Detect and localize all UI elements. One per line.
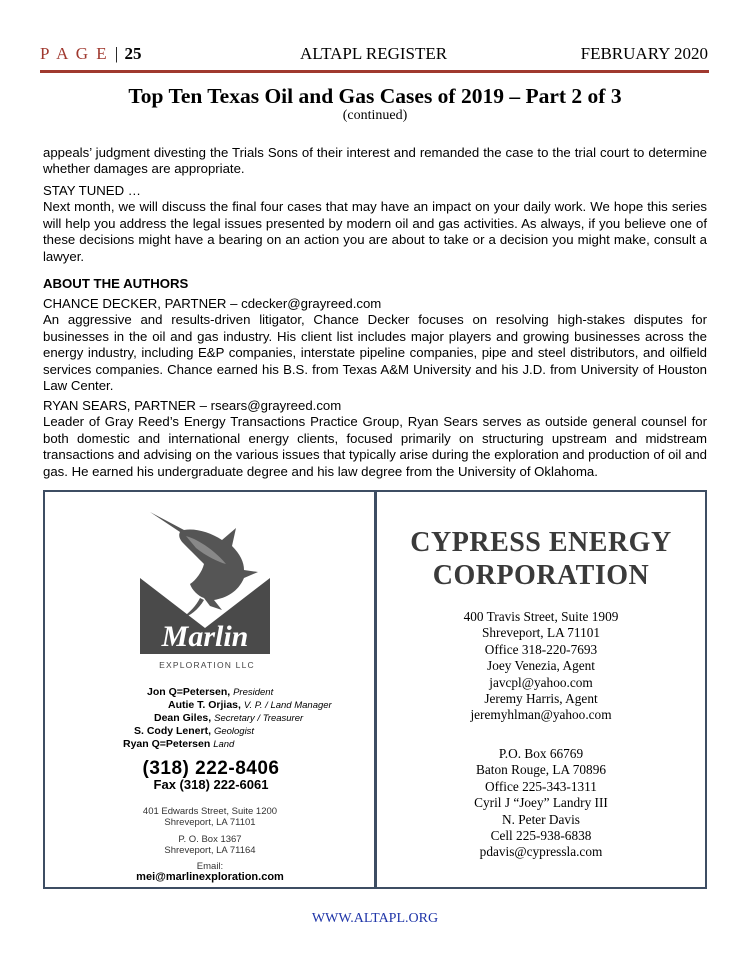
footer-website-link[interactable]: WWW.ALTAPL.ORG [311, 911, 439, 926]
header-rule [40, 70, 709, 73]
marlin-logo-text: Marlin [161, 620, 249, 653]
marlin-fax: Fax (318) 222-6061 [153, 777, 269, 792]
paragraph-1-text: appeals’ judgment divesting the Trials Sons of their interest and remanded the case to the trial court to determine whether damages are appropriate. [43, 145, 707, 177]
stay-tuned-section [43, 183, 707, 265]
cypress-line: Cell 225-938-6838 [490, 828, 592, 844]
marlin-company-sub: EXPLORATION LLC [159, 660, 255, 670]
issue-date: FEBRUARY 2020 [580, 44, 708, 63]
article-subtitle: (continued) [342, 108, 408, 123]
staff-role: Land [213, 739, 235, 750]
marlin-street-address [110, 806, 310, 828]
staff-name: Jon Q=Petersen, [147, 686, 231, 698]
cypress-line: Office 225-343-1311 [485, 778, 597, 794]
staff-role: Geologist [213, 726, 255, 737]
cypress-line: Shreveport, LA 71101 [481, 625, 601, 641]
address-line: 401 Edwards Street, Suite 1200 [142, 806, 278, 817]
cypress-line: pdavis@cypressla.com [479, 844, 603, 860]
marlin-staff-row [147, 686, 273, 700]
paragraph-1 [43, 145, 707, 178]
marlin-po-address [110, 834, 310, 856]
page-label-text: P A G E [40, 44, 109, 63]
address-line: Shreveport, LA 71164 [164, 845, 256, 856]
marlin-email-label: Email: [196, 861, 224, 872]
staff-role: President [233, 687, 274, 698]
marlin-staff-row [134, 725, 254, 739]
author-1-bio: An aggressive and results-driven litigator, Chance Decker focuses on resolving high-stakes disputes for businesses in the oil and gas industry. His client list includes major players and growing businesses across the energy industry, including E&P companies, interstate pipeline companies, pipe and steel distributors, and oilfield services companies. Chance earned his B.S. from Texas A&M University and his J.D. from University of Houston Law Center. [43, 312, 707, 394]
cypress-line: javcpl@yahoo.com [489, 674, 593, 690]
author-2-heading: RYAN SEARS, PARTNER – rsears@grayreed.com [43, 398, 342, 413]
marlin-logo [140, 506, 270, 656]
address-line: Shreveport, LA 71101 [164, 817, 256, 828]
advertisement-divider [374, 490, 377, 889]
stay-tuned-heading: STAY TUNED … [43, 183, 141, 198]
staff-name: Dean Giles, [154, 712, 212, 724]
staff-name: Ryan Q=Petersen [123, 738, 211, 750]
page-number: 25 [124, 44, 142, 63]
author-1-section [43, 296, 707, 394]
staff-name: S. Cody Lenert, [134, 725, 212, 737]
page-separator: | [114, 44, 119, 63]
marlin-phone: (318) 222-8406 [142, 758, 280, 779]
cypress-name-line-2: CORPORATION [432, 560, 650, 591]
staff-role: V. P. / Land Manager [243, 700, 332, 711]
page-label [40, 44, 142, 64]
about-authors-heading: ABOUT THE AUTHORS [43, 276, 189, 291]
cypress-line: jeremyhlman@yahoo.com [470, 707, 612, 723]
cypress-line: Cyril J “Joey” Landry III [474, 795, 608, 811]
cypress-line: Baton Rouge, LA 70896 [475, 762, 606, 778]
marlin-staff-row [154, 712, 303, 726]
publication-name: ALTAPL REGISTER [300, 44, 448, 63]
cypress-name-line-1: CYPRESS ENERGY [410, 527, 672, 558]
marlin-staff-row [168, 699, 332, 713]
article-title: Top Ten Texas Oil and Gas Cases of 2019 – Part 2 of 3 [128, 84, 622, 108]
cypress-line: Joey Venezia, Agent [487, 658, 595, 674]
marlin-staff-row [123, 738, 234, 752]
cypress-line: 400 Travis Street, Suite 1909 [463, 609, 619, 624]
address-line: P. O. Box 1367 [178, 834, 242, 845]
cypress-line: Office 318-220-7693 [484, 641, 598, 657]
cypress-batonrouge-block [380, 746, 702, 861]
marlin-email: mei@marlinexploration.com [136, 871, 284, 883]
staff-role: Secretary / Treasurer [214, 713, 304, 724]
cypress-shreveport-block [380, 609, 702, 724]
cypress-line: P.O. Box 66769 [498, 746, 584, 761]
author-2-section [43, 398, 707, 480]
staff-name: Autie T. Orjias, [168, 699, 241, 711]
cypress-line: Jeremy Harris, Agent [484, 691, 598, 707]
author-1-heading: CHANCE DECKER, PARTNER – cdecker@grayreed.com [43, 296, 382, 311]
paragraph-2-text: Next month, we will discuss the final four cases that may have an impact on your daily work. We hope this series will help you address the legal issues presented by modern oil and gas activities. As always, if you believe one of these decisions might have a bearing on an action you are about to take or a decision you might make, consult a lawyer. [43, 199, 707, 264]
cypress-line: N. Peter Davis [502, 811, 580, 827]
author-2-bio: Leader of Gray Reed’s Energy Transactions Practice Group, Ryan Sears serves as outside general counsel for both domestic and international energy clients, focused primarily on structuring upstream and midstream transactions and advising on the various issues that typically arise during the exploration and production of oil and gas. He earned his undergraduate degree and his law degree from the University of Oklahoma. [43, 414, 707, 479]
